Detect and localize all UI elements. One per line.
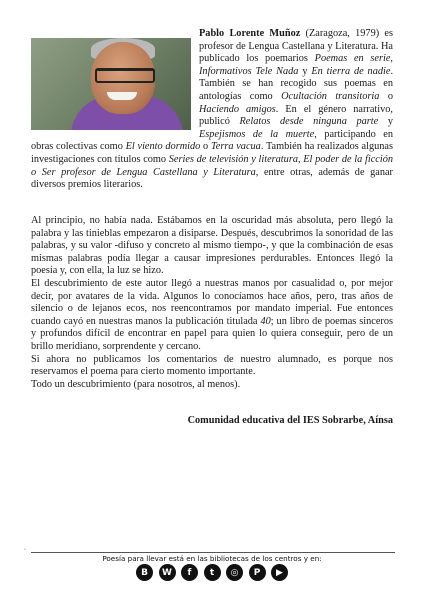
footer-divider — [31, 552, 395, 553]
paragraph: Al principio, no había nada. Estábamos en la oscuridad más absoluta, pero llegó la palabra y las tinieblas empezaron a disiparse. Después, descubrimos la sonoridad de las palabras, y su valor -difuso y concreto al mismo tiempo-, y que la combinación de esas mismas palabras podía llegar a causar impresiones perdurables. Entonces llegó la poesía y, con ella, la luz se hizo. — [31, 215, 393, 277]
author-photo — [31, 38, 191, 130]
paragraph: Todo un descubrimiento (para nosotros, al menos). — [31, 378, 241, 390]
blogger-icon[interactable]: B — [136, 564, 153, 581]
page-dot: • — [24, 548, 26, 553]
footer-text: Poesía para llevar está en las bibliotecas de los centros y en: — [102, 554, 322, 563]
paragraph: Si ahora no publicamos los comentarios de nuestro alumnado, es porque nos reservamos el poema para cierto momento importante. — [31, 353, 393, 378]
facebook-icon[interactable]: f — [181, 564, 198, 581]
commentary-text — [31, 215, 393, 391]
youtube-icon[interactable]: ▶ — [271, 564, 288, 581]
pinterest-icon[interactable]: P — [249, 564, 266, 581]
social-icons — [136, 564, 288, 582]
author-bio: Pablo Lorente Muñoz (Zaragoza, 1979) es profesor de Lengua Castellana y Literatura. Ha publicado los poemarios Poemas en serie, Informativos Tele Nada y En tierra de nadie. También se han recogido sus poemas en antologías como Ocultación transitoria o Haciendo amigos. En el género narrativo, publicó Relatos desde ninguna parte y Espejismos de la muerte, participando en obras colectivas como El viento dormido o Terra vacua. También ha realizados algunas investigaciones con títulos como Series de televisión y literatura, El poder de la ficción o Ser profesor de Lengua Castellana y Literatura, entre otras, además de ganar diversos premios literarios. — [31, 28, 394, 191]
twitter-icon[interactable]: t — [204, 564, 221, 581]
wordpress-icon[interactable]: W — [159, 564, 176, 581]
author-name: Pablo Lorente Muñoz — [199, 28, 301, 39]
paragraph: El descubrimiento de este autor llegó a nuestras manos por casualidad o, por mejor decir, por avatares de la vida. Algunos lo conocíamos hace años, pero, tras años de silencio o de lejanos ecos, nos reencontramos por mandato imperial. Fue entonces cuando cayó en nuestras manos la publicación titulada 40; un libro de poemas sinceros y profundos difícil de encontrar en papel para quien lo quiera conseguir, pero de un brillo meridiano, sorprendente y cercano. — [31, 277, 393, 352]
signature: Comunidad educativa del IES Sobrarbe, Aínsa — [187, 415, 393, 426]
instagram-icon[interactable]: ◎ — [226, 564, 243, 581]
